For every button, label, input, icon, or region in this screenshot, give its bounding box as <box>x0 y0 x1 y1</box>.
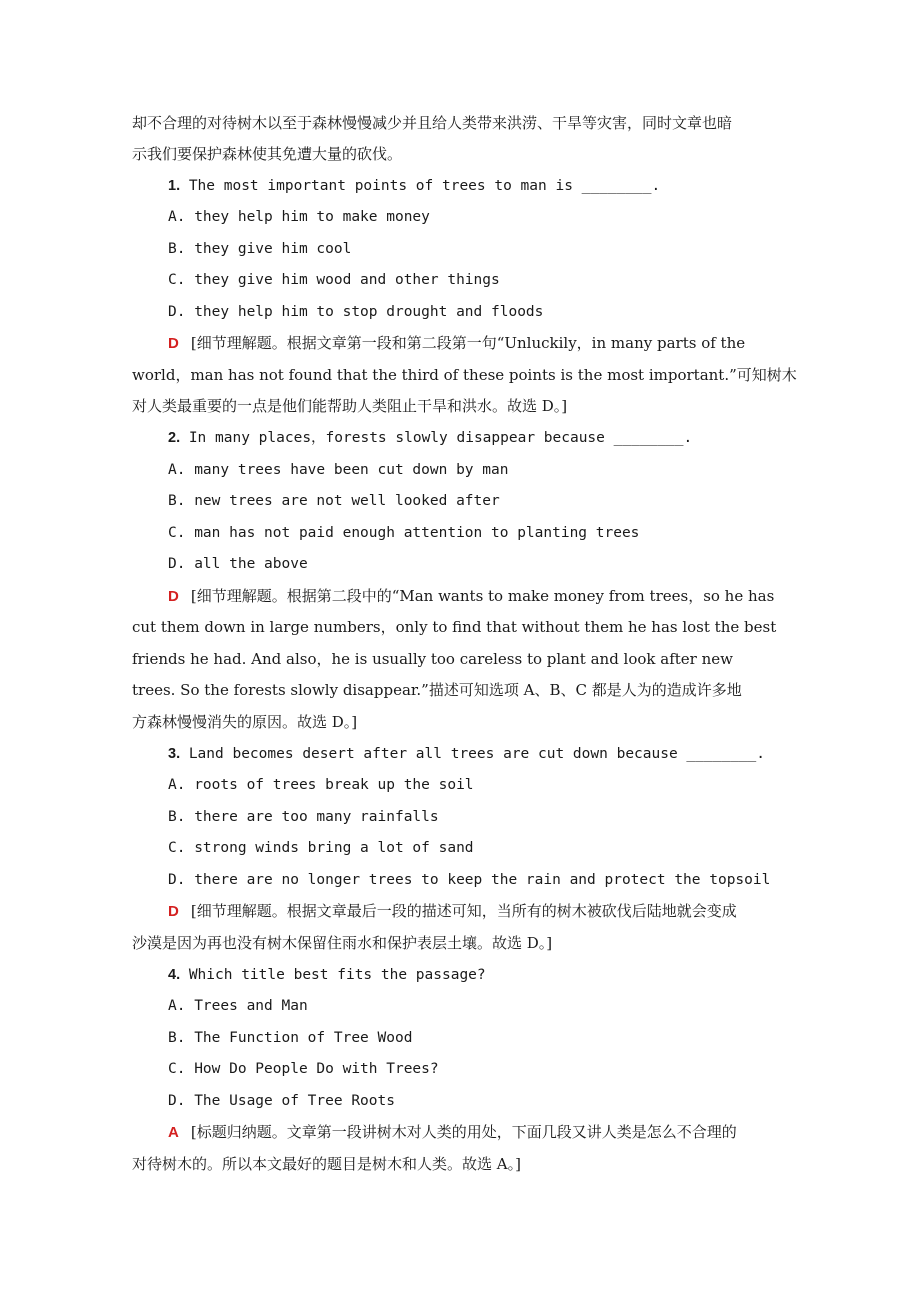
question-number: 4. <box>168 967 181 983</box>
question-4-option-b: B. The Function of Tree Wood <box>168 1030 413 1046</box>
explanation-text: [标题归纳题。文章第一段讲树木对人类的用处，下面几段又讲人类是怎么不合理的 <box>190 1123 737 1141</box>
question-3-explanation <box>168 901 808 922</box>
question-4-option-a: A. Trees and Man <box>168 998 308 1014</box>
question-4-option-d: D. The Usage of Tree Roots <box>168 1093 395 1109</box>
explanation-text: [细节理解题。根据第二段中的“Man wants to make money from trees，so he has <box>190 587 775 605</box>
question-2-stem <box>168 428 808 448</box>
explanation-line: 对待树木的。所以本文最好的题目是树木和人类。故选 A。] <box>132 1155 521 1173</box>
explanation-line: trees. So the forests slowly disappear.”描述可知选项 A、B、C 都是人为的造成许多地 <box>132 681 742 699</box>
question-text: Land becomes desert after all trees are cut down because ________. <box>188 746 765 762</box>
explanation-line: cut them down in large numbers，only to find that without them he has lost the best <box>132 618 777 636</box>
question-number: 2. <box>168 430 181 446</box>
question-1-explanation <box>168 333 808 354</box>
question-text: The most important points of trees to man is ________. <box>188 178 661 194</box>
question-2-option-c: C. man has not paid enough attention to planting trees <box>168 525 640 541</box>
question-4-stem <box>168 965 808 985</box>
explanation-text: [细节理解题。根据文章第一段和第二段第一句“Unluckily，in many parts of the <box>190 334 746 352</box>
explanation-line: 对人类最重要的一点是他们能帮助人类阻止干旱和洪水。故选 D。] <box>132 397 568 415</box>
question-1-option-c: C. they give him wood and other things <box>168 272 500 288</box>
question-4-explanation <box>168 1122 808 1143</box>
question-3-option-c: C. strong winds bring a lot of sand <box>168 840 474 856</box>
explanation-line: 方森林慢慢消失的原因。故选 D。] <box>132 713 358 731</box>
intro-line: 却不合理的对待树木以至于森林慢慢减少并且给人类带来洪涝、干旱等灾害，同时文章也暗 <box>132 114 733 132</box>
question-1-option-b: B. they give him cool <box>168 241 352 257</box>
question-2-option-d: D. all the above <box>168 556 308 572</box>
answer-letter: D <box>168 335 179 352</box>
question-3-option-d: D. there are no longer trees to keep the rain and protect the topsoil <box>168 872 771 888</box>
question-text: Which title best fits the passage? <box>188 967 486 983</box>
explanation-line: friends he had. And also，he is usually too careless to plant and look after new <box>132 650 733 668</box>
question-2-option-a: A. many trees have been cut down by man <box>168 462 509 478</box>
question-number: 1. <box>168 178 181 194</box>
intro-line: 示我们要保护森林使其免遭大量的砍伐。 <box>132 145 403 163</box>
answer-letter: A <box>168 1124 179 1141</box>
explanation-line: world，man has not found that the third of these points is the most important.”可知树木 <box>132 366 797 384</box>
explanation-line: 沙漠是因为再也没有树木保留住雨水和保护表层土壤。故选 D。] <box>132 934 553 952</box>
question-1-option-a: A. they help him to make money <box>168 209 430 225</box>
question-4-option-c: C. How Do People Do with Trees? <box>168 1061 439 1077</box>
question-1-stem <box>168 176 808 196</box>
answer-letter: D <box>168 903 179 920</box>
question-text: In many places，forests slowly disappear because ________. <box>188 430 693 446</box>
question-3-option-b: B. there are too many rainfalls <box>168 809 439 825</box>
question-3-option-a: A. roots of trees break up the soil <box>168 777 474 793</box>
question-3-stem <box>168 744 808 764</box>
answer-letter: D <box>168 588 179 605</box>
question-number: 3. <box>168 746 181 762</box>
question-2-explanation <box>168 586 808 607</box>
question-2-option-b: B. new trees are not well looked after <box>168 493 500 509</box>
question-1-option-d: D. they help him to stop drought and floods <box>168 304 544 320</box>
explanation-text: [细节理解题。根据文章最后一段的描述可知，当所有的树木被砍伐后陆地就会变成 <box>190 902 737 920</box>
